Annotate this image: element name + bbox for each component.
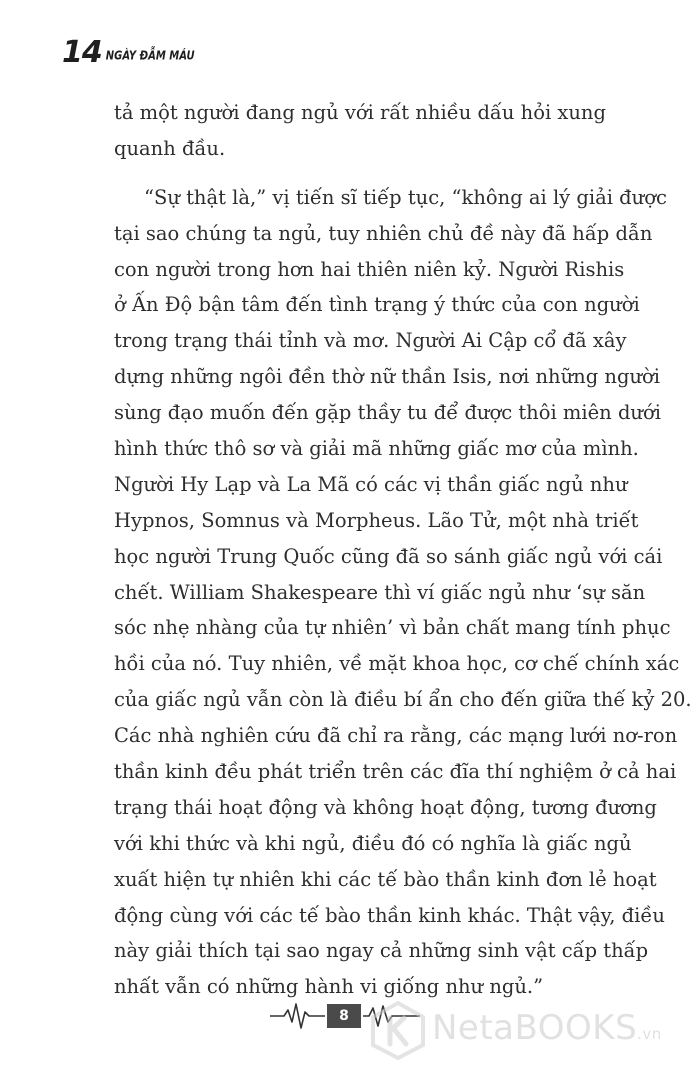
header-book-title: NGÀY ĐẪM MÁU (105, 49, 195, 63)
watermark-brand: NetaBOOKS (432, 1008, 638, 1048)
text-line: nhất vẫn có những hành vi giống như ngủ.” (114, 975, 544, 999)
text-line: thần kinh đều phát triển trên các đĩa thí nghiệm ở cả hai (114, 760, 677, 784)
text-line: con người trong hơn hai thiên niên kỷ. Người Rishis (114, 257, 625, 281)
text-line: với khi thức và khi ngủ, điều đó có nghĩa là giấc ngủ (114, 831, 632, 855)
page-number: 8 (327, 1004, 361, 1028)
body-text (114, 95, 692, 1005)
text-line: động cùng với các tế bào thần kinh khác. Thật vậy, điều (114, 903, 665, 927)
text-line: của giấc ngủ vẫn còn là điều bí ẩn cho đến giữa thế kỷ 20. (114, 688, 692, 712)
text-line: học người Trung Quốc cũng đã so sánh giấc ngủ với cái (114, 544, 663, 568)
watermark-text (432, 1008, 662, 1048)
text-line: sóc nhẹ nhàng của tự nhiên’ vì bản chất mang tính phục (114, 616, 671, 640)
text-line: sùng đạo muốn đến gặp thầy tu để được thôi miên dưới (114, 401, 661, 425)
text-line: chết. William Shakespeare thì ví giấc ngủ như ‘sự săn (114, 580, 646, 604)
text-line: hình thức thô sơ và giải mã những giấc mơ của mình. (114, 437, 639, 461)
text-line: trạng thái hoạt động và không hoạt động, tương đương (114, 795, 657, 819)
text-line: “Sự thật là,” vị tiến sĩ tiếp tục, “không ai lý giải được (144, 185, 667, 209)
paragraph-gap (114, 167, 634, 180)
watermark-suffix: .vn (637, 1025, 662, 1043)
text-line: Các nhà nghiên cứu đã chỉ ra rằng, các mạng lưới nơ-ron (114, 724, 678, 748)
text-line: quanh đầu. (114, 136, 226, 160)
running-header (62, 35, 195, 70)
text-line: tả một người đang ngủ với rất nhiều dấu hỏi xung (114, 101, 606, 124)
paragraph (114, 180, 692, 1005)
text-line: Người Hy Lạp và La Mã có các vị thần giấc ngủ như (114, 472, 628, 496)
text-line: xuất hiện tự nhiên khi các tế bào thần kinh đơn lẻ hoạt (114, 867, 657, 891)
text-line: trong trạng thái tỉnh và mơ. Người Ai Cập cổ đã xây (114, 329, 627, 353)
header-book-number: 14 (62, 35, 102, 70)
text-line: ở Ấn Độ bận tâm đến tình trạng ý thức của con người (114, 293, 640, 317)
text-line: Hypnos, Somnus và Morpheus. Lão Tử, một nhà triết (114, 508, 639, 532)
netabooks-logo-icon (368, 1000, 428, 1060)
text-line: tại sao chúng ta ngủ, tuy nhiên chủ đề này đã hấp dẫn (114, 221, 653, 245)
text-line: dựng những ngôi đền thờ nữ thần Isis, nơi những người (114, 365, 660, 389)
paragraph (114, 95, 634, 167)
text-line: này giải thích tại sao ngay cả những sinh vật cấp thấp (114, 939, 649, 963)
text-line: hồi của nó. Tuy nhiên, về mặt khoa học, cơ chế chính xác (114, 652, 680, 676)
watermark (364, 1000, 700, 1060)
